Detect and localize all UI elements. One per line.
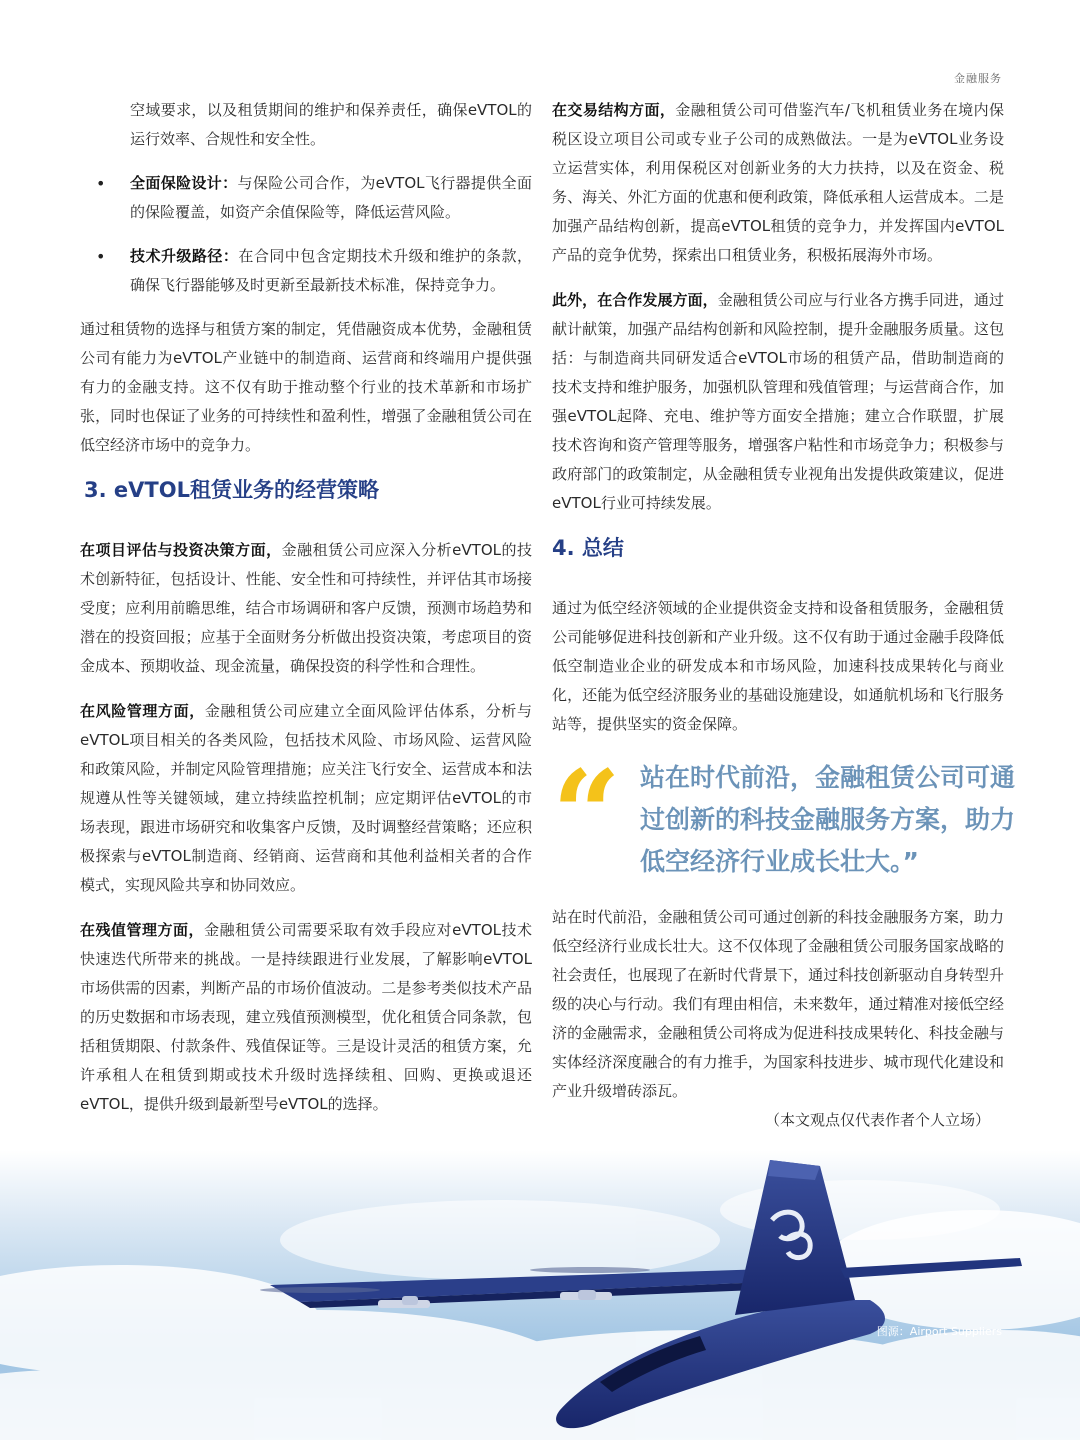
paragraph-evaluation-text: 金融租赁公司应深入分析eVTOL的技术创新特征，包括设计、性能、安全性和可持续性，并评估其市场接受度；应利用前瞻思维，结合市场调研和客户反馈，预测市场趋势和潜在的投资回报；应基于全面财务分析做出投资决策，考虑项目的资金成本、预期收益、现金流量，确保投资的科学性和合理性。 bbox=[80, 541, 532, 675]
paragraph-residual bbox=[80, 916, 532, 1119]
paragraph-cooperation bbox=[552, 286, 1004, 518]
paragraph-evaluation bbox=[80, 536, 532, 681]
paragraph-final: 站在时代前沿，金融租赁公司可通过创新的科技金融服务方案，助力低空经济行业成长壮大。这不仅体现了金融租赁公司服务国家战略的社会责任，也展现了在新时代背景下，通过科技创新驱动自身转型升级的决心与行动。我们有理由相信，未来数年，通过精准对接低空经济的金融需求，金融租赁公司将成为促进科技成果转化、科技金融与实体经济深度融合的有力推手，为国家科技进步、城市现代化建设和产业升级增砖添瓦。 bbox=[552, 908, 1004, 1100]
paragraph-trade-structure bbox=[552, 96, 1004, 270]
paragraph-risk bbox=[80, 697, 532, 900]
bullet-insurance bbox=[80, 169, 532, 227]
paragraph-cooperation-lead: 此外，在合作发展方面， bbox=[552, 291, 718, 309]
bullet-insurance-text: 与保险公司合作，为eVTOL飞行器提供全面的保险覆盖，如资产余值保险等，降低运营风险。 bbox=[130, 174, 532, 221]
paragraph-risk-lead: 在风险管理方面， bbox=[80, 702, 205, 720]
paragraph-conclusion: 通过为低空经济领域的企业提供资金支持和设备租赁服务，金融租赁公司能够促进科技创新和产业升级。这不仅有助于通过金融手段降低低空制造业企业的研发成本和市场风险，加速科技成果转化与商业化，还能为低空经济服务业的基础设施建设，如通航机场和飞行服务站等，提供坚实的资金保障。 bbox=[552, 599, 1004, 733]
continued-paragraph: 空域要求，以及租赁期间的维护和保养责任，确保eVTOL的运行效率、合规性和安全性。 bbox=[130, 101, 532, 148]
paragraph-residual-lead: 在残值管理方面， bbox=[80, 921, 205, 939]
paragraph-risk-text: 金融租赁公司应建立全面风险评估体系，分析与eVTOL项目相关的各类风险，包括技术风险、市场风险、运营风险和政策风险，并制定风险管理措施；应关注飞行安全、运营成本和法规遵从性等关键领域，建立持续监控机制；应定期评估eVTOL的市场表现，跟进市场研究和收集客户反馈，及时调整经营策略；还应积极探索与eVTOL制造商、经销商、运营商和其他利益相关者的合作模式，实现风险共享和协同效应。 bbox=[80, 702, 532, 894]
author-note: （本文观点仅代表作者个人立场） bbox=[764, 1111, 990, 1129]
bullet-insurance-title: 全面保险设计： bbox=[130, 174, 238, 192]
section-tag: 金融服务 bbox=[954, 72, 1002, 85]
left-column bbox=[80, 96, 532, 1119]
section-3-heading: 3. eVTOL租赁业务的经营策略 bbox=[84, 478, 379, 502]
paragraph-trade-structure-lead: 在交易结构方面， bbox=[552, 101, 676, 119]
right-column bbox=[552, 96, 1016, 1135]
bullet-tech-upgrade bbox=[80, 242, 532, 300]
section-4-heading: 4. 总结 bbox=[552, 536, 624, 560]
summary-paragraph: 通过租赁物的选择与租赁方案的制定，凭借融资成本优势，金融租赁公司有能力为eVTOL产业链中的制造商、运营商和终端用户提供强有力的金融支持。这不仅有助于推动整个行业的技术革新和市场扩张，同时也保证了业务的可持续性和盈利性，增强了金融租赁公司在低空经济市场中的竞争力。 bbox=[80, 320, 532, 454]
bullet-tech-upgrade-title: 技术升级路径： bbox=[130, 247, 239, 265]
paragraph-evaluation-lead: 在项目评估与投资决策方面， bbox=[80, 541, 282, 559]
quote-mark-icon: “ bbox=[552, 744, 622, 885]
evtol-aircraft-photo bbox=[0, 1150, 1080, 1440]
paragraph-cooperation-text: 金融租赁公司应与行业各方携手同进，通过献计献策，加强产品结构创新和风险控制，提升金融服务质量。这包括：与制造商共同研发适合eVTOL市场的租赁产品，借助制造商的技术支持和维护服务，加强机队管理和残值管理；与运营商合作，加强eVTOL起降、充电、维护等方面安全措施；建立合作联盟，扩展技术咨询和资产管理等服务，增强客户粘性和市场竞争力；积极参与政府部门的政策制定，从金融租赁专业视角出发提供政策建议，促进eVTOL行业可持续发展。 bbox=[552, 291, 1004, 512]
pull-quote bbox=[552, 744, 1016, 885]
bullet-tech-upgrade-text: 在合同中包含定期技术升级和维护的条款，确保飞行器能够及时更新至最新技术标准，保持竞争力。 bbox=[130, 247, 532, 294]
image-caption: 图源：Airport Suppliers bbox=[876, 1325, 1002, 1338]
pull-quote-text: 站在时代前沿，金融租赁公司可通过创新的科技金融服务方案，助力低空经济行业成长壮大。” bbox=[640, 763, 1016, 876]
paragraph-trade-structure-text: 金融租赁公司可借鉴汽车/飞机租赁业务在境内保税区设立项目公司或专业子公司的成熟做法。一是为eVTOL业务设立运营实体，利用保税区对创新业务的大力扶持，以及在资金、税务、海关、外汇方面的优惠和便利政策，降低承租人运营成本。二是加强产品结构创新，提高eVTOL租赁的竞争力，并发挥国内eVTOL产品的竞争优势，探索出口租赁业务，积极拓展海外市场。 bbox=[552, 101, 1004, 264]
paragraph-residual-text: 金融租赁公司需要采取有效手段应对eVTOL技术快速迭代所带来的挑战。一是持续跟进行业发展，了解影响eVTOL市场供需的因素，判断产品的市场价值波动。二是参考类似技术产品的历史数据和市场表现，建立残值预测模型，优化租赁合同条款，包括租赁期限、付款条件、残值保证等。三是设计灵活的租赁方案，允许承租人在租赁到期或技术升级时选择续租、回购、更换或退还eVTOL，提供升级到最新型号eVTOL的选择。 bbox=[80, 921, 532, 1113]
